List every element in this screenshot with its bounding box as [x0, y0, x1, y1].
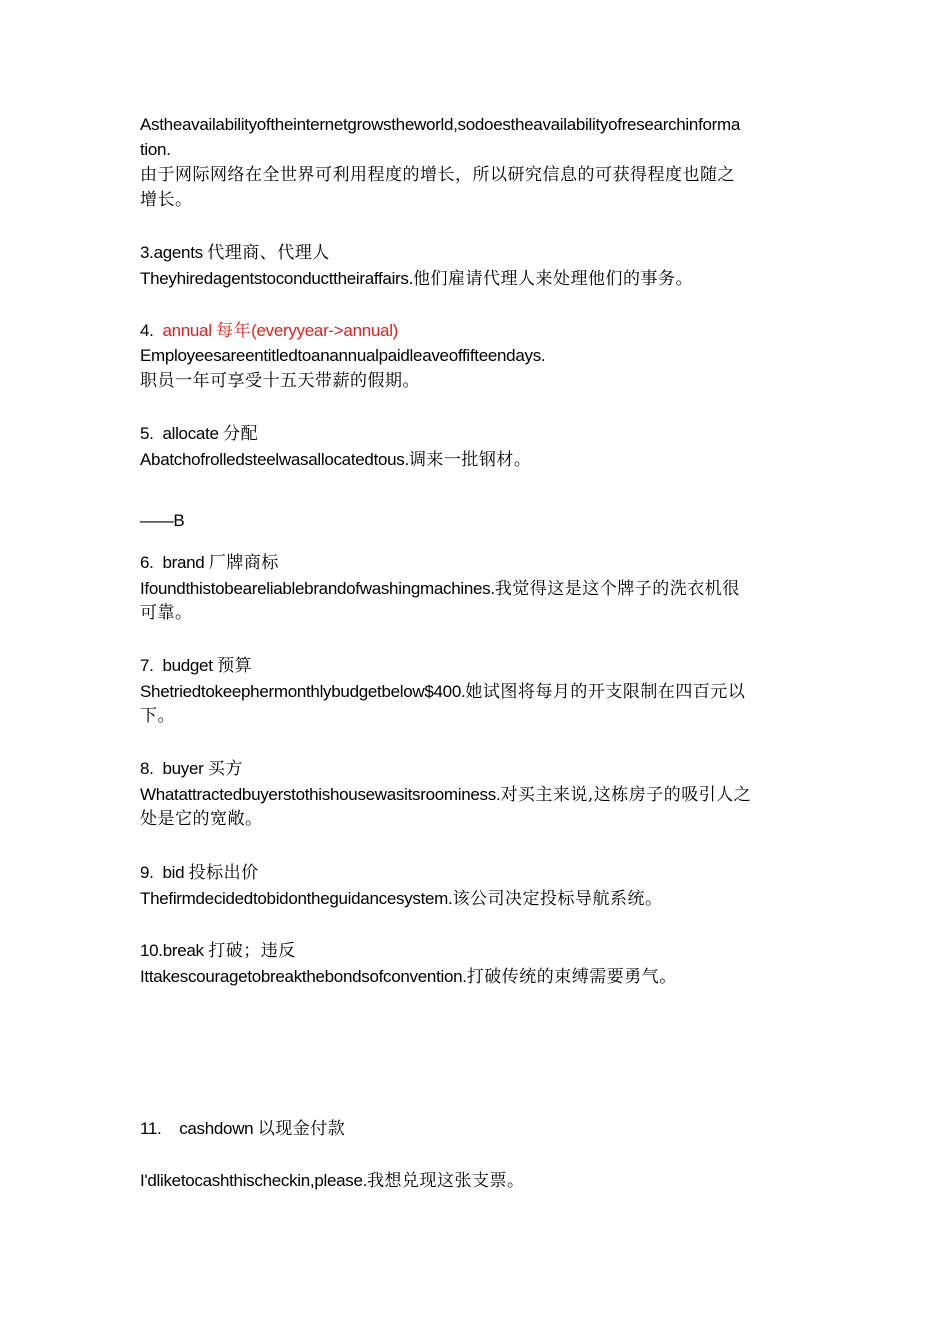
vocab-meaning: 打破；违反	[208, 941, 296, 961]
vocab-meaning: 每年	[216, 321, 252, 341]
vocab-meaning: 厂牌商标	[208, 553, 279, 573]
vocab-example	[140, 782, 810, 808]
example-chinese: 我觉得这是这个牌子的洗衣机很	[494, 579, 740, 599]
vocab-word: annual	[162, 321, 212, 340]
vocab-number: 8.	[140, 759, 154, 778]
example-english: Shetriedtokeephermonthlybudgetbelow$400.	[140, 682, 466, 701]
vocab-heading	[140, 240, 810, 266]
example-english: Thefirmdecidedtobidontheguidancesystem.	[140, 889, 453, 908]
vocab-number: 4.	[140, 321, 154, 340]
vocab-meaning: 投标出价	[188, 863, 259, 883]
intro-chinese-line-2: 增长。	[140, 190, 193, 210]
vocab-number: 11.	[140, 1119, 162, 1138]
vocab-meaning: 以现金付款	[257, 1119, 346, 1139]
example-chinese-continued: 可靠。	[140, 603, 193, 623]
vocab-heading	[140, 318, 810, 344]
vocab-note: (everyyear->annual)	[251, 321, 399, 340]
example-chinese-continued: 下。	[140, 706, 175, 726]
vocab-heading	[140, 550, 810, 576]
section-heading-b: ——B	[140, 511, 185, 530]
example-chinese: 该公司决定投标导航系统。	[452, 889, 663, 909]
vocab-number: 7.	[140, 656, 154, 675]
example-english: Theyhiredagentstoconducttheiraffairs.	[140, 269, 414, 288]
vocab-heading	[140, 653, 810, 679]
example-english: Ittakescouragetobreakthebondsofconvention.	[140, 967, 467, 986]
vocab-example	[140, 266, 810, 292]
vocab-heading	[140, 421, 810, 447]
vocab-heading	[140, 860, 810, 886]
vocab-meaning: 代理商、代理人	[207, 243, 330, 263]
vocab-word: budget	[162, 656, 213, 675]
vocab-word: cashdown	[179, 1119, 254, 1138]
vocab-word: buyer	[162, 759, 204, 778]
intro-english-line-2: tion.	[140, 140, 171, 159]
vocab-example	[140, 679, 810, 705]
intro-english-line-1: Astheavailabilityoftheinternetgrowstheworld,sodoestheavailabilityofresearchinforma	[140, 115, 741, 134]
vocab-number: 5.	[140, 424, 154, 443]
example-chinese: 打破传统的束缚需要勇气。	[466, 967, 677, 987]
vocab-number: 10.	[140, 941, 163, 960]
example-chinese: 职员一年可享受十五天带薪的假期。	[140, 371, 420, 391]
vocab-number: 6.	[140, 553, 154, 572]
vocab-word: break	[162, 941, 204, 960]
vocab-example	[140, 964, 810, 990]
vocab-word: brand	[162, 553, 205, 572]
example-english: Ifoundthistobeareliablebrandofwashingmachines.	[140, 579, 495, 598]
example-english: I'dliketocashthischeckin,please.	[140, 1171, 368, 1190]
intro-chinese-line-1: 由于网际网络在全世界可利用程度的增长，所以研究信息的可获得程度也随之	[140, 165, 735, 185]
vocab-heading	[140, 756, 810, 782]
example-english: Abatchofrolledsteelwasallocatedtous.	[140, 450, 409, 469]
vocab-heading	[140, 1116, 810, 1142]
vocab-number: 9.	[140, 863, 154, 882]
example-chinese-continued: 处是它的宽敞。	[140, 809, 263, 829]
example-english: Employeesareentitledtoanannualpaidleaveoffifteendays.	[140, 346, 546, 365]
example-chinese: 对买主来说,这栋房子的吸引人之	[500, 785, 752, 805]
vocab-example	[140, 576, 810, 602]
vocab-example	[140, 447, 810, 473]
example-chinese: 我想兑现这张支票。	[367, 1171, 525, 1191]
vocab-number: 3.	[140, 243, 154, 262]
example-chinese: 他们雇请代理人来处理他们的事务。	[413, 269, 694, 289]
vocab-example	[140, 886, 810, 912]
vocab-word: allocate	[162, 424, 219, 443]
vocab-heading	[140, 938, 810, 964]
vocab-meaning: 分配	[223, 424, 259, 444]
vocab-word: bid	[162, 863, 185, 882]
vocab-meaning: 买方	[207, 759, 243, 779]
example-chinese: 调来一批钢材。	[408, 450, 532, 470]
vocab-example	[140, 1168, 810, 1194]
example-chinese: 她试图将每月的开支限制在四百元以	[465, 682, 746, 702]
example-english: Whatattractedbuyerstothishousewasitsroominess.	[140, 785, 501, 804]
vocab-meaning: 预算	[217, 656, 253, 676]
vocab-word: agents	[153, 243, 203, 262]
